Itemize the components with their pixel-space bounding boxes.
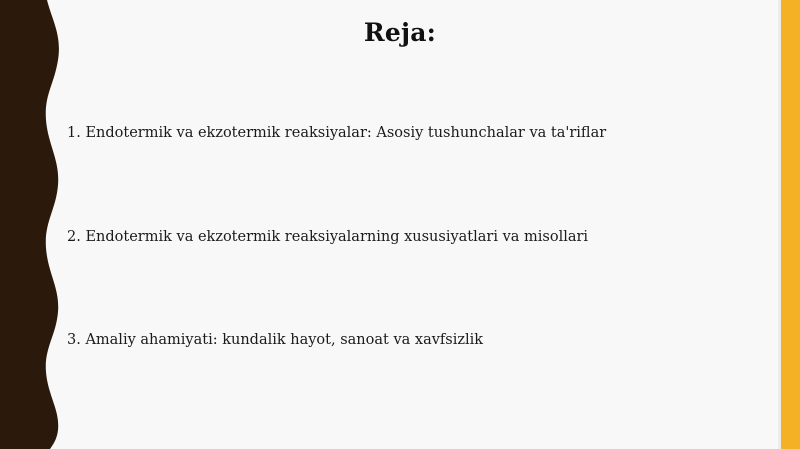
agenda-item-1: 1. Endotermik va ekzotermik reaksiyalar: Asosiy tushunchalar va ta'riflar	[67, 125, 607, 141]
slide-title: Reja:	[363, 18, 437, 47]
agenda-item-3: 3. Amaliy ahamiyati: kundalik hayot, sanoat va xavfsizlik	[67, 332, 484, 348]
agenda-item-2: 2. Endotermik va ekzotermik reaksiyalarning xususiyatlari va misollari	[67, 229, 589, 245]
right-accent-stripe	[781, 0, 800, 449]
wavy-left-band	[0, 0, 70, 449]
wavy-left-band-shape	[0, 0, 59, 449]
